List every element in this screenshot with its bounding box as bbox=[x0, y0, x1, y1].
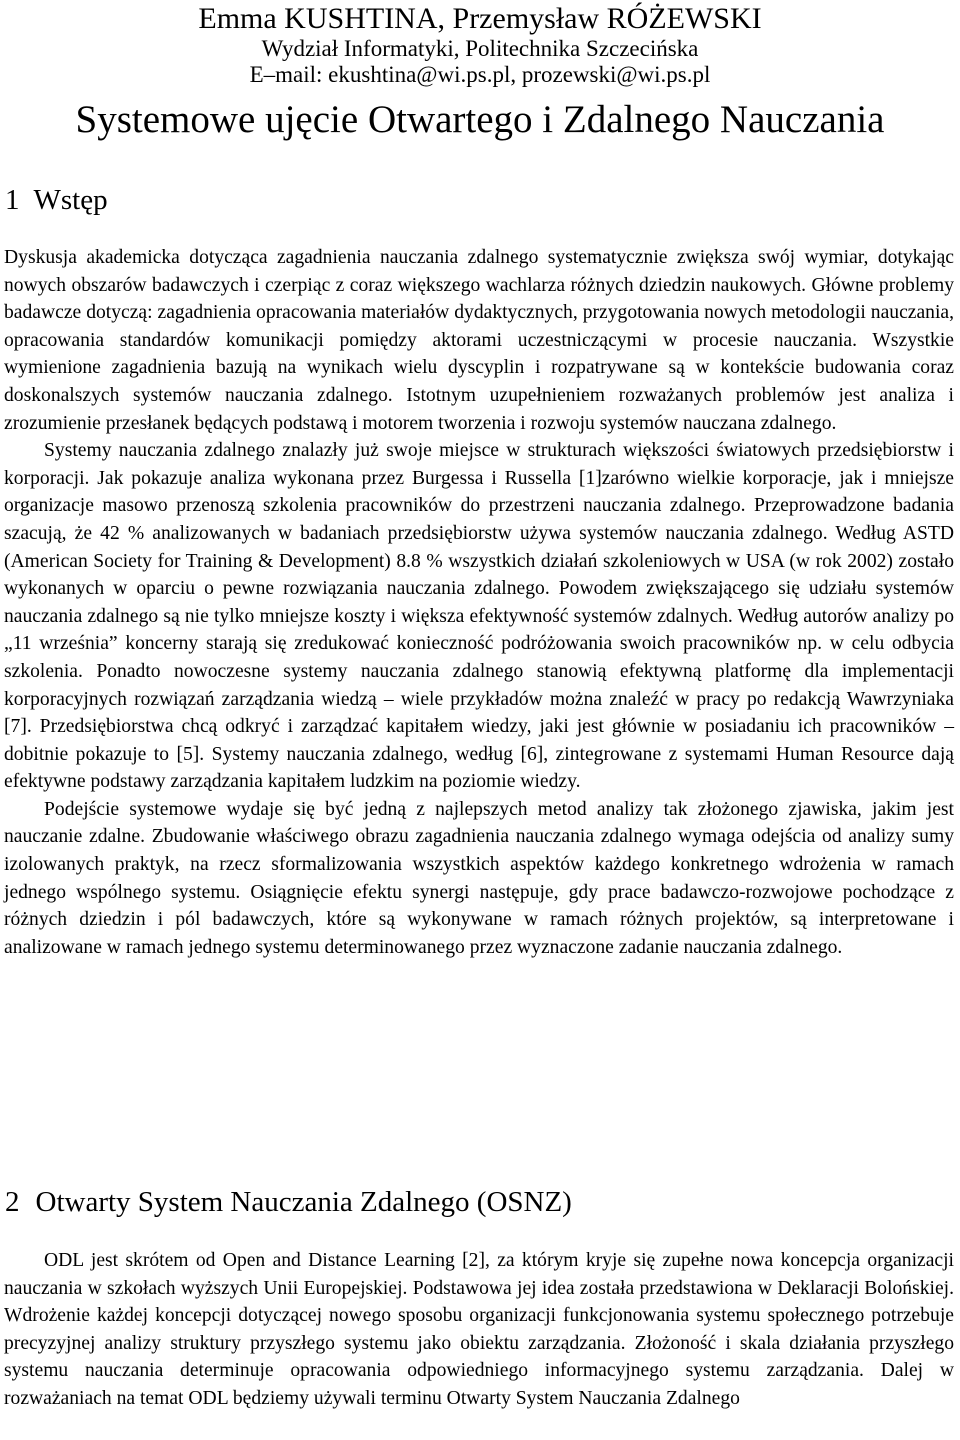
section-title: Otwarty System Nauczania Zdalnego (OSNZ) bbox=[35, 1186, 572, 1218]
affiliation-line: Wydział Informatyki, Politechnika Szczecińska bbox=[261, 36, 699, 61]
paper-title: Systemowe ujęcie Otwartego i Zdalnego Nauczania bbox=[75, 98, 885, 141]
section-heading-1 bbox=[5, 183, 108, 217]
section-title: Wstęp bbox=[33, 184, 108, 216]
paragraph: Systemy nauczania zdalnego znalazły już swoje miejsce w strukturach większości światowych przedsiębiorstw i korporacji. Jak pokazuje analiza wykonana przez Burgessa i Russella [1]zarówno wielkie korporacje, jak i mniejsze organizacje masowo przenoszą szkolenia pracowników do przestrzeni nauczania zdalnego. Przeprowadzone badania szacują, że 42 % analizowanych w badaniach przedsiębiorstw używa systemów nauczania zdalnego. Według ASTD (American Society for Training & Development) 8.8 % wszystkich działań szkoleniowych w USA (w rok 2002) zostało wykonanych w oparciu o pewne rozwiązania nauczania zdalnego. Powodem zwiększającego się udziału systemów nauczania zdalnego są nie tylko mniejsze koszty i większa efektywność systemów zdalnych. Według autorów analizy po „11 września” koncerny starają się zredukować konieczność podróżowania swoich pracowników np. w celu odbycia szkolenia. Ponadto nowoczesne systemy nauczania zdalnego stanowią efektywną platformę dla implementacji korporacyjnych rozwiązań zarządzania wiedzą – wiele przykładów można znaleźć w pracy po redakcją Wawrzyniaka [7]. Przedsiębiorstwa chcą odkryć i zarządzać kapitałem wiedzy, jaki jest głównie w posiadaniu ich pracowników – dobitnie pokazuje to [5]. Systemy nauczania zdalnego, według [6], zintegrowane z systemami Human Resource dają efektywne podstawy zarządzania kapitałem ludzkim na poziomie wiedzy. bbox=[4, 440, 954, 793]
section-body-2 bbox=[4, 1247, 954, 1413]
email-line: E–mail: ekushtina@wi.ps.pl, prozewski@wi.ps.pl bbox=[249, 62, 711, 87]
paragraph: Dyskusja akademicka dotycząca zagadnienia nauczania zdalnego systematycznie zwiększa swój wymiar, dotykając nowych obszarów badawczych i czerpiąc z coraz większego wachlarza różnych dziedzin naukowych. Główne problemy badawcze dotyczą: zagadnienia opracowania materiałów dydaktycznych, przygotowania nowych metodologii nauczania, opracowania standardów komunikacji pomiędzy aktorami uczestniczącymi w procesie nauczania. Wszystkie wymienione zagadnienia bazują na wynikach wielu dyscyplin i rozpatrywane są w kontekście budowania coraz doskonalszych systemów nauczania zdalnego. Istotnym uzupełnieniem rozważanych problemów jest analiza i zrozumienie przesłanek będących podstawą i motorem tworzenia i rozwoju systemów nauczana zdalnego. bbox=[4, 247, 954, 434]
paper-header bbox=[150, 2, 810, 88]
section-number: 1 bbox=[5, 184, 20, 216]
section-heading-2 bbox=[5, 1185, 572, 1219]
paragraph: Podejście systemowe wydaje się być jedną z najlepszych metod analizy tak złożonego zjawiska, jakim jest nauczanie zdalne. Zbudowanie właściwego obrazu zagadnienia nauczania zdalnego wymaga odejścia od analizy sumy izolowanych praktyk, na rzecz sformalizowania wszystkich aspektów każdego konkretnego wdrożenia w ramach jednego wspólnego systemu. Osiągnięcie efektu synergi następuje, gdy prace badawczo-rozwojowe pochodzące z różnych dziedzin i pól badawczych, które są wykonywane w ramach różnych projektów, są interpretowane i analizowane w ramach jednego systemu determinowanego przez wyznaczone zadanie nauczania zdalnego. bbox=[4, 798, 954, 958]
paragraph: ODL jest skrótem od Open and Distance Learning [2], za którym kryje się zupełne nowa koncepcja organizacji nauczania w szkołach wyższych Unii Europejskiej. Podstawowa jej idea została przedstawiona w Deklaracji Bolońskiej. Wdrożenie każdej koncepcji dotyczącej nowego sposobu organizacji funkcjonowania systemu społecznego potrzebuje precyzyjnej analizy struktury przyszłego systemu jako obiektu zarządzania. Złożoność i skala działania przyszłego systemu nauczania determinuje opracowania odpowiedniego informacyjnego systemu zarządzania. Dalej w rozważaniach na temat ODL będziemy używali terminu Otwarty System Nauczania Zdalnego bbox=[4, 1250, 954, 1409]
authors-line: Emma KUSHTINA, Przemysław RÓŻEWSKI bbox=[198, 2, 762, 35]
section-number: 2 bbox=[5, 1186, 20, 1218]
section-body-1 bbox=[4, 244, 954, 961]
